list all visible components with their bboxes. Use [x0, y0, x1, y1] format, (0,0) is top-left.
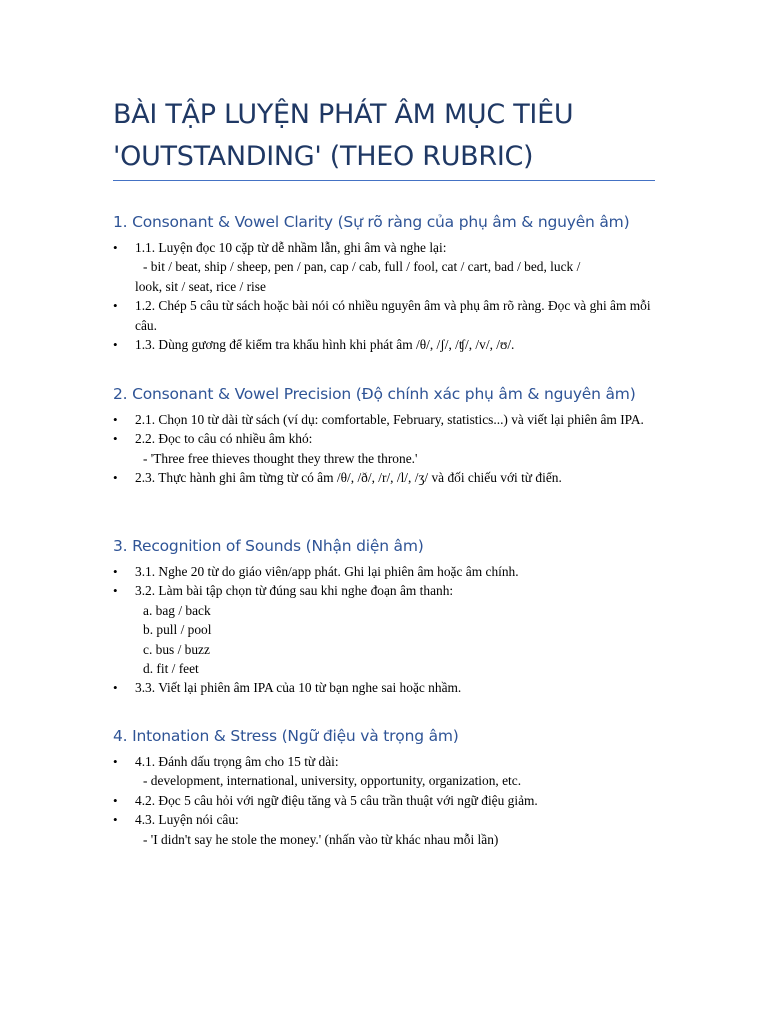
bullet-icon: • — [113, 583, 118, 599]
bullet-list — [113, 238, 658, 354]
item-text: 1.1. Luyện đọc 10 cặp từ dễ nhầm lẫn, ghi âm và nghe lại: — [135, 240, 447, 255]
item-text: 4.2. Đọc 5 câu hỏi với ngữ điệu tăng và 5 câu trần thuật với ngữ điệu giảm. — [135, 792, 538, 808]
list-item — [113, 335, 658, 354]
item-subline: - development, international, university, opportunity, organization, etc. — [143, 773, 522, 789]
item-text: 2.1. Chọn 10 từ dài từ sách (ví dụ: comfortable, February, statistics...) và viết lại phiên âm IPA. — [135, 412, 644, 427]
list-item — [113, 810, 658, 849]
item-subline: - 'I didn't say he stole the money.' (nhấn vào từ khác nhau mỗi lần) — [143, 831, 499, 847]
item-subline: - 'Three free thieves thought they threw the throne.' — [143, 450, 418, 466]
title-line-1: BÀI TẬP LUYỆN PHÁT ÂM MỤC TIÊU — [113, 99, 574, 130]
bullet-icon: • — [113, 792, 118, 808]
section-heading: 2. Consonant & Vowel Precision (Độ chính xác phụ âm & nguyên âm) — [113, 385, 636, 403]
item-text: 3.3. Viết lại phiên âm IPA của 10 từ bạn nghe sai hoặc nhầm. — [135, 680, 462, 696]
item-subline: d. fit / feet — [143, 661, 199, 677]
title-divider — [113, 180, 655, 181]
title-line-2: 'OUTSTANDING' (THEO RUBRIC) — [113, 141, 534, 172]
list-item — [113, 429, 658, 468]
list-item — [113, 562, 658, 581]
bullet-icon: • — [113, 470, 118, 486]
bullet-icon: • — [113, 240, 118, 255]
bullet-icon: • — [113, 812, 118, 828]
section-3 — [113, 536, 658, 698]
list-item — [113, 296, 658, 335]
bullet-icon: • — [113, 298, 118, 314]
item-subline: - bit / beat, ship / sheep, pen / pan, cap / cab, full / fool, cat / cart, bad / bed, luck / — [143, 259, 581, 275]
list-item — [113, 678, 658, 697]
list-item — [113, 581, 658, 678]
item-text: 2.3. Thực hành ghi âm từng từ có âm /θ/, /ð/, /r/, /l/, /ʒ/ và đối chiếu với từ điển. — [135, 470, 562, 486]
section-4 — [113, 726, 658, 849]
section-1 — [113, 212, 658, 354]
section-heading: 1. Consonant & Vowel Clarity (Sự rõ ràng của phụ âm & nguyên âm) — [113, 213, 630, 231]
item-text: 4.3. Luyện nói câu: — [135, 812, 239, 828]
bullet-list — [113, 410, 658, 488]
bullet-icon: • — [113, 337, 118, 353]
item-text: 2.2. Đọc to câu có nhiều âm khó: — [135, 431, 313, 447]
section-heading: 4. Intonation & Stress (Ngữ điệu và trọng âm) — [113, 727, 459, 745]
list-item — [113, 791, 658, 810]
item-subline: a. bag / back — [143, 602, 211, 618]
section-2 — [113, 384, 658, 488]
bullet-icon: • — [113, 412, 118, 427]
item-subline: b. pull / pool — [143, 622, 212, 638]
list-item — [113, 238, 658, 296]
list-item — [113, 468, 658, 487]
item-subline: c. bus / buzz — [143, 641, 210, 657]
list-item — [113, 752, 658, 791]
bullet-icon: • — [113, 754, 118, 769]
item-text: 3.1. Nghe 20 từ do giáo viên/app phát. Ghi lại phiên âm hoặc âm chính. — [135, 564, 519, 579]
page-title — [113, 94, 658, 178]
section-heading: 3. Recognition of Sounds (Nhận diện âm) — [113, 537, 424, 555]
item-text: 4.1. Đánh dấu trọng âm cho 15 từ dài: — [135, 754, 339, 769]
item-continuation: look, sit / seat, rice / rise — [135, 278, 266, 294]
item-text: 3.2. Làm bài tập chọn từ đúng sau khi nghe đoạn âm thanh: — [135, 583, 454, 599]
item-text: 1.3. Dùng gương để kiểm tra khẩu hình khi phát âm /θ/, /ʃ/, /ʧ/, /v/, /ʊ/. — [135, 337, 515, 353]
item-text: 1.2. Chép 5 câu từ sách hoặc bài nói có nhiều nguyên âm và phụ âm rõ ràng. Đọc và ghi âm mỗi câu. — [135, 298, 651, 333]
bullet-icon: • — [113, 680, 118, 696]
bullet-list — [113, 562, 658, 698]
bullet-icon: • — [113, 431, 118, 447]
bullet-icon: • — [113, 564, 118, 579]
list-item — [113, 410, 658, 429]
bullet-list — [113, 752, 658, 849]
